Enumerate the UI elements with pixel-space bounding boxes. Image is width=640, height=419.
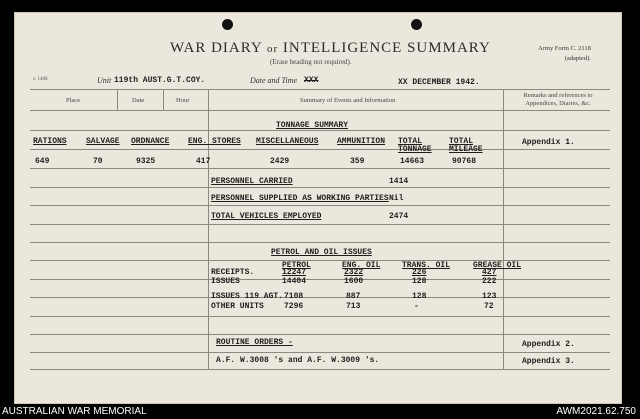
val-total-tonnage: 14663 — [400, 157, 425, 166]
rule-bottom — [30, 369, 610, 370]
rule — [30, 334, 610, 335]
val-ordnance: 9325 — [136, 157, 156, 166]
col-divider — [208, 89, 209, 369]
routine-orders: ROUTINE ORDERS - — [216, 338, 293, 347]
hdr-petrol: PETROL — [282, 261, 311, 270]
val-eng-stores: 417 — [196, 157, 211, 166]
cell-trans-oil: 226 — [412, 268, 427, 277]
cell-petrol: 14404 — [282, 277, 307, 286]
unit-label: Unit — [97, 76, 112, 85]
form-title — [170, 40, 491, 57]
cell-eng-oil: 887 — [346, 292, 361, 301]
hdr-rations: RATIONS — [33, 137, 67, 146]
col-divider — [503, 89, 504, 369]
rule — [30, 149, 610, 150]
col-hour: Hour — [176, 97, 190, 104]
hdr-trans-oil: TRANS. OIL — [402, 261, 451, 270]
rule — [30, 242, 610, 243]
hdr-total-mileage-2: MILEAGE — [449, 145, 483, 154]
appendix-2: Appendix 2. — [522, 340, 575, 349]
col-date: Date — [132, 97, 145, 104]
cell-petrol: 7108 — [284, 292, 304, 301]
rule — [30, 260, 610, 261]
cell-trans-oil: 128 — [412, 277, 427, 286]
col-place: Place — [66, 97, 81, 104]
appendix-3: Appendix 3. — [522, 357, 575, 366]
title-subtitle: (Erase heading not required). — [270, 58, 352, 66]
appendix-1: Appendix 1. — [522, 138, 575, 147]
cell-eng-oil: 2322 — [344, 268, 364, 277]
vehicles-label: TOTAL VEHICLES EMPLOYED — [211, 212, 322, 221]
cell-grease-oil: 72 — [484, 302, 494, 311]
vehicles-value: 2474 — [389, 212, 409, 221]
hdr-grease-oil: GREASE OIL — [473, 261, 522, 270]
rule — [30, 224, 610, 225]
rule — [30, 352, 610, 353]
cell-grease-oil: 123 — [482, 292, 497, 301]
footer-accession-number: AWM2021.62.750 — [556, 406, 636, 417]
hdr-eng-stores: ENG. STORES — [188, 137, 241, 146]
col-divider — [163, 89, 164, 110]
val-rations: 649 — [35, 157, 50, 166]
personnel-carried-label: PERSONNEL CARRIED — [211, 177, 293, 186]
col-remarks: Remarks and references to Appendices, Diaries, &c. — [523, 92, 593, 107]
cell-grease-oil: 427 — [482, 268, 497, 277]
rule — [30, 205, 610, 206]
punch-hole — [411, 19, 422, 30]
hdr-miscellaneous: MISCELLANEOUS — [256, 137, 319, 146]
cell-trans-oil: - — [414, 302, 419, 311]
cell-eng-oil: 1600 — [344, 277, 364, 286]
corner-code: s. 1408 — [33, 77, 48, 82]
title-or: or — [266, 43, 279, 55]
rule — [30, 187, 610, 188]
hdr-salvage: SALVAGE — [86, 137, 120, 146]
cell-petrol: 12247 — [282, 268, 307, 277]
hdr-total-tonnage-1: TOTAL — [398, 137, 423, 146]
personnel-carried-value: 1414 — [389, 177, 409, 186]
col-divider — [117, 89, 118, 110]
af-forms: A.F. W.3008 's and A.F. W.3009 's. — [216, 356, 380, 365]
row-label: ISSUES 119 AGT. — [211, 292, 284, 301]
cell-grease-oil: 222 — [482, 277, 497, 286]
date-label: Date and Time — [250, 76, 298, 85]
hdr-total-mileage-1: TOTAL — [449, 137, 474, 146]
hdr-eng-oil: ENG. OIL — [342, 261, 381, 270]
val-miscellaneous: 2429 — [270, 157, 290, 166]
row-label: ISSUES — [211, 277, 240, 286]
hdr-ordnance: ORDNANCE — [131, 137, 170, 146]
rule-header — [30, 110, 610, 111]
hdr-total-tonnage-2: TONNAGE — [398, 145, 432, 154]
army-form-label — [538, 44, 591, 64]
title-intelligence-summary: INTELLIGENCE SUMMARY — [282, 40, 491, 56]
punch-hole — [222, 19, 233, 30]
working-parties-value: Nil — [389, 194, 404, 203]
val-salvage: 70 — [93, 157, 103, 166]
rule — [30, 279, 610, 280]
army-form-adapted: (adapted). — [564, 55, 591, 62]
date-value: XX DECEMBER 1942. — [398, 78, 480, 87]
row-label: OTHER UNITS — [211, 302, 264, 311]
col-summary: Summary of Events and Information — [300, 97, 396, 104]
hdr-ammunition: AMMUNITION — [337, 137, 386, 146]
rule — [30, 297, 610, 298]
title-war-diary: WAR DIARY — [170, 40, 263, 56]
rule — [30, 168, 610, 169]
val-ammunition: 359 — [350, 157, 365, 166]
cell-trans-oil: 128 — [412, 292, 427, 301]
rule — [30, 316, 610, 317]
row-label: RECEIPTS. — [211, 268, 255, 277]
petrol-oil-title: PETROL AND OIL ISSUES — [271, 248, 372, 257]
cell-eng-oil: 713 — [346, 302, 361, 311]
army-form-number: Army Form C. 2118 — [538, 45, 591, 52]
footer-institution: AUSTRALIAN WAR MEMORIAL — [2, 406, 147, 417]
val-total-mileage: 90768 — [452, 157, 477, 166]
working-parties-label: PERSONNEL SUPPLIED AS WORKING PARTIES — [211, 194, 389, 203]
date-struck: XXX — [304, 76, 319, 85]
unit-value: 119th AUST.G.T.COY. — [114, 76, 206, 85]
cell-petrol: 7296 — [284, 302, 304, 311]
tonnage-summary-title: TONNAGE SUMMARY — [276, 121, 349, 130]
rule — [30, 130, 610, 131]
